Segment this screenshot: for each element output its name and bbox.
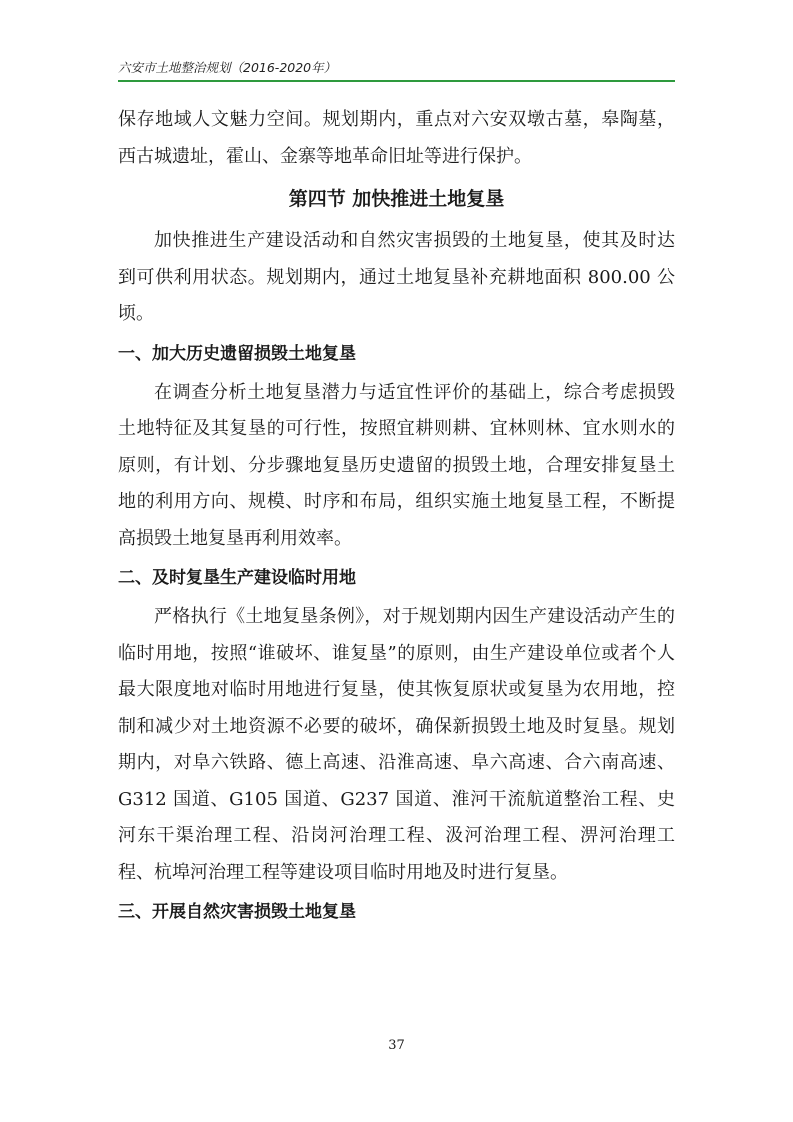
subsection-heading-3: 三、开展自然灾害损毁土地复垦 bbox=[118, 902, 356, 922]
intro-paragraph: 加快推进生产建设活动和自然灾害损毁的土地复垦，使其及时达到可供利用状态。规划期内，通过土地复垦补充耕地面积 800.00 公顷。 bbox=[118, 230, 675, 324]
section-title: 第四节 加快推进土地复垦 bbox=[288, 188, 505, 210]
header-rule bbox=[118, 80, 675, 82]
page-body bbox=[118, 102, 675, 933]
running-header: 六安市土地整治规划（2016-2020年） bbox=[118, 60, 337, 75]
subsection-text-1: 在调查分析土地复垦潜力与适宜性评价的基础上，综合考虑损毁土地特征及其复垦的可行性，按照宜耕则耕、宜林则林、宜水则水的原则，有计划、分步骤地复垦历史遗留的损毁土地，合理安排复垦土地的利用方向、规模、时序和布局，组织实施土地复垦工程，不断提高损毁土地复垦再利用效率。 bbox=[118, 381, 675, 549]
continuation-paragraph: 保存地域人文魅力空间。规划期内，重点对六安双墩古墓，皋陶墓，西古城遗址，霍山、金寨等地革命旧址等进行保护。 bbox=[118, 109, 675, 167]
subsection-text-2: 严格执行《土地复垦条例》，对于规划期内因生产建设活动产生的临时用地，按照“谁破坏、谁复垦”的原则，由生产建设单位或者个人最大限度地对临时用地进行复垦，使其恢复原状或复垦为农用地，控制和减少对土地资源不必要的破坏，确保新损毁土地及时复垦。规划期内，对阜六铁路、德上高速、沿淮高速、阜六高速、合六南高速、G312 国道、G105 国道、G237 国道、淮河干流航道整治工程、史河东干渠治理工程、沿岗河治理工程、汲河治理工程、淠河治理工程、杭埠河治理工程等建设项目临时用地及时进行复垦。 bbox=[118, 606, 675, 883]
subsection-heading-1: 一、加大历史遗留损毁土地复垦 bbox=[118, 343, 356, 364]
subsection-heading-2: 二、及时复垦生产建设临时用地 bbox=[118, 568, 356, 588]
page-number: 37 bbox=[388, 1038, 405, 1053]
